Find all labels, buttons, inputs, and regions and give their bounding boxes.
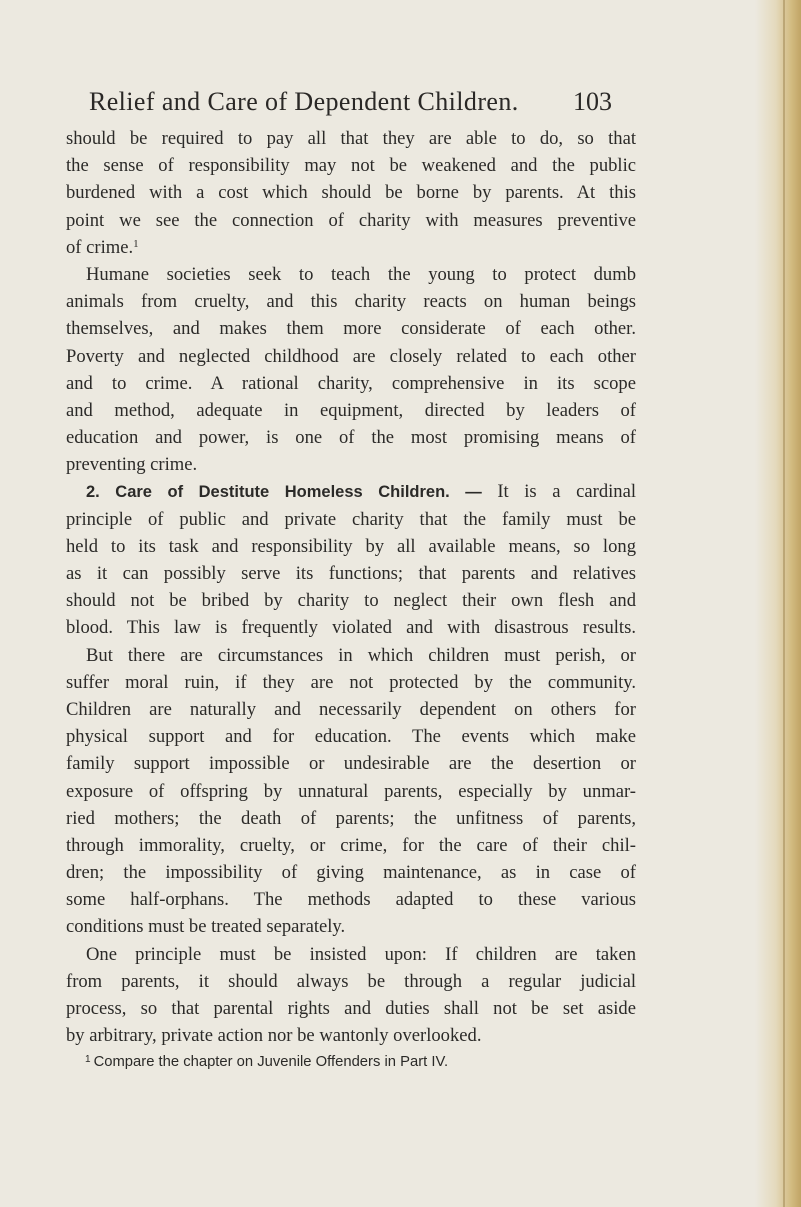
text-line: as it can possibly serve its functions; that parents and relatives xyxy=(66,563,636,584)
text-line: should not be bribed by charity to neglect their own flesh and xyxy=(66,590,636,612)
page-number: 103 xyxy=(573,87,612,116)
text-line: exposure of offspring by unnatural parents, especially by unmar- xyxy=(66,780,636,802)
text-line: process, so that parental rights and duties shall not be set aside xyxy=(66,998,636,1019)
text-line: preventing crime. xyxy=(66,454,198,476)
text-line: through immorality, cruelty, or crime, for the care of their chil- xyxy=(66,834,636,856)
running-head xyxy=(89,84,629,120)
page-edge-shading xyxy=(755,0,801,1207)
text-line: by arbitrary, private action nor be wantonly overlooked. xyxy=(66,1025,482,1047)
text-line: animals from cruelty, and this charity reacts on human beings xyxy=(66,291,636,313)
text-line: Poverty and neglected childhood are closely related to each other xyxy=(66,345,636,367)
text-line: One principle must be insisted upon: If children are taken xyxy=(86,943,636,965)
text-line: family support impossible or undesirable are the desertion or xyxy=(66,753,636,775)
text-line: But there are circumstances in which children must perish, or xyxy=(86,644,636,666)
footnote-reference: 1 xyxy=(133,237,139,250)
text-fragment: of crime. xyxy=(66,236,134,258)
text-line xyxy=(66,234,636,261)
text-line: should be required to pay all that they are able to do, so that xyxy=(66,128,636,149)
text-line: themselves, and makes them more considerate of each other. xyxy=(66,318,636,340)
text-line: physical support and for education. The events which make xyxy=(66,726,636,748)
text-line: conditions must be treated separately. xyxy=(66,916,346,938)
text-line: and to crime. A rational charity, comprehensive in its scope xyxy=(66,372,636,394)
running-head-title: Relief and Care of Dependent Children. xyxy=(89,87,519,116)
text-fragment: It is a cardinal xyxy=(497,481,636,503)
text-line: from parents, it should always be through a regular judicial xyxy=(66,970,636,992)
text-line xyxy=(66,478,636,505)
footnote-text: Compare the chapter on Juvenile Offenders in Part IV. xyxy=(93,1054,449,1070)
text-line: ried mothers; the death of parents; the unfitness of parents, xyxy=(66,807,636,829)
text-line: Children are naturally and necessarily dependent on others for xyxy=(66,698,636,720)
text-line: education and power, is one of the most promising means of xyxy=(66,427,636,449)
text-line: burdened with a cost which should be borne by parents. At this xyxy=(66,182,636,204)
text-line: dren; the impossibility of giving maintenance, as in case of xyxy=(66,862,636,884)
text-line: and method, adequate in equipment, directed by leaders of xyxy=(66,399,636,421)
text-line: Humane societies seek to teach the young to protect dumb xyxy=(86,263,636,285)
text-line: some half-orphans. The methods adapted to these various xyxy=(66,889,636,911)
text-line: the sense of responsibility may not be weakened and the public xyxy=(66,155,636,177)
text-line: point we see the connection of charity with measures preventive xyxy=(66,209,636,231)
footnote-mark: 1 xyxy=(85,1054,91,1065)
text-line: blood. This law is frequently violated and with disastrous results. xyxy=(66,617,636,639)
section-heading: 2. Care of Destitute Homeless Children. — xyxy=(86,483,498,502)
text-line: principle of public and private charity that the family must be xyxy=(66,508,636,530)
page-edge-line xyxy=(783,0,785,1207)
footnote xyxy=(85,1051,645,1073)
body-text xyxy=(66,125,636,1049)
text-line: suffer moral ruin, if they are not protected by the community. xyxy=(66,671,636,693)
text-line: held to its task and responsibility by all available means, so long xyxy=(66,535,636,557)
